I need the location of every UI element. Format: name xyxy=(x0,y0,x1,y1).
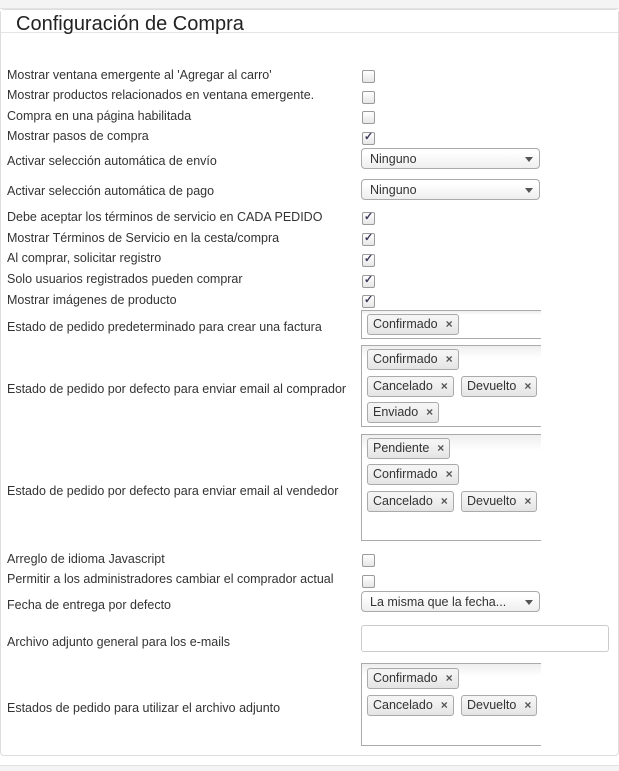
tag-attachment-0 xyxy=(367,668,459,689)
tag-email-buyer-3 xyxy=(367,402,439,423)
chevron-down-icon xyxy=(525,157,533,162)
top-bar xyxy=(0,0,619,9)
multiselect-email-buyer-status[interactable] xyxy=(361,345,541,427)
label-product-images: Mostrar imágenes de producto xyxy=(7,293,177,307)
multiselect-invoice-status[interactable] xyxy=(361,310,541,339)
label-js-lang-fix: Arreglo de idioma Javascript xyxy=(7,552,165,566)
tag-label: Confirmado xyxy=(373,467,438,481)
checkbox-ask-register[interactable] xyxy=(362,254,375,267)
label-admin-change-buyer: Permitir a los administradores cambiar el comprador actual xyxy=(7,572,334,586)
remove-icon[interactable]: × xyxy=(437,441,445,455)
remove-icon[interactable]: × xyxy=(440,698,448,712)
tag-label: Devuelto xyxy=(467,494,517,508)
tag-email-buyer-1 xyxy=(367,376,454,397)
tag-email-vendor-3 xyxy=(461,491,537,512)
remove-icon[interactable]: × xyxy=(445,317,453,331)
checkmark-icon: ✓ xyxy=(364,253,374,265)
checkmark-icon: ✓ xyxy=(364,232,374,244)
select-delivery-date[interactable] xyxy=(361,591,540,612)
select-auto-payment[interactable] xyxy=(361,179,540,200)
checkbox-js-lang-fix[interactable] xyxy=(362,554,375,567)
tag-label: Pendiente xyxy=(373,441,430,455)
checkbox-tos-every-order[interactable] xyxy=(362,212,375,225)
tag-label: Cancelado xyxy=(373,494,433,508)
chevron-down-icon xyxy=(525,188,533,193)
checkmark-icon: ✓ xyxy=(364,131,374,143)
remove-icon[interactable]: × xyxy=(445,467,453,481)
label-auto-shipment: Activar selección automática de envío xyxy=(7,154,217,168)
label-invoice-status: Estado de pedido predeterminado para crear una factura xyxy=(7,320,322,334)
page-title: Configuración de Compra xyxy=(16,13,244,35)
label-related-products: Mostrar productos relacionados en ventana emergente. xyxy=(7,88,315,102)
checkbox-one-page[interactable] xyxy=(362,111,375,124)
remove-icon[interactable]: × xyxy=(426,405,434,419)
remove-icon[interactable]: × xyxy=(445,352,453,366)
tag-label: Confirmado xyxy=(373,352,438,366)
checkbox-tos-in-cart[interactable] xyxy=(362,233,375,246)
label-attachment-status: Estados de pedido para utilizar el archivo adjunto xyxy=(7,701,281,715)
checkbox-only-registered[interactable] xyxy=(362,275,375,288)
label-delivery-date: Fecha de entrega por defecto xyxy=(7,598,172,612)
remove-icon[interactable]: × xyxy=(440,379,448,393)
label-one-page: Compra en una página habilitada xyxy=(7,109,192,123)
label-popup-add-cart: Mostrar ventana emergente al 'Agregar al carro' xyxy=(7,68,272,82)
checkbox-admin-change-buyer[interactable] xyxy=(362,575,375,588)
checkbox-popup-add-cart[interactable] xyxy=(362,70,375,83)
tag-label: Devuelto xyxy=(467,698,517,712)
checkmark-icon: ✓ xyxy=(364,211,374,223)
tag-email-vendor-1 xyxy=(367,464,459,485)
checkbox-product-images[interactable] xyxy=(362,295,375,308)
tag-label: Confirmado xyxy=(373,317,438,331)
label-email-buyer-status: Estado de pedido por defecto para enviar email al comprador xyxy=(7,382,347,396)
select-auto-shipment[interactable] xyxy=(361,148,540,169)
tag-attachment-1 xyxy=(367,695,454,716)
remove-icon[interactable]: × xyxy=(524,494,532,508)
multiselect-email-vendor-status[interactable] xyxy=(361,434,541,541)
email-attachment-input[interactable] xyxy=(361,625,609,652)
multiselect-attachment-status[interactable] xyxy=(361,663,541,746)
select-delivery-date-value: La misma que la fecha... xyxy=(370,595,507,609)
checkbox-related-products[interactable] xyxy=(362,91,375,104)
label-tos-in-cart: Mostrar Términos de Servicio en la cesta/compra xyxy=(7,231,280,245)
label-auto-payment: Activar selección automática de pago xyxy=(7,184,215,198)
checkmark-icon: ✓ xyxy=(364,274,374,286)
label-email-attachment: Archivo adjunto general para los e-mails xyxy=(7,635,231,649)
label-email-vendor-status: Estado de pedido por defecto para enviar email al vendedor xyxy=(7,484,339,498)
tag-email-vendor-0 xyxy=(367,438,450,459)
tag-email-buyer-2 xyxy=(461,376,537,397)
select-auto-shipment-value: Ninguno xyxy=(370,152,417,166)
tag-email-vendor-2 xyxy=(367,491,454,512)
label-show-steps: Mostrar pasos de compra xyxy=(7,129,149,143)
label-only-registered: Solo usuarios registrados pueden comprar xyxy=(7,272,243,286)
tag-attachment-2 xyxy=(461,695,537,716)
tag-label: Cancelado xyxy=(373,379,433,393)
tag-label: Enviado xyxy=(373,405,419,419)
remove-icon[interactable]: × xyxy=(524,698,532,712)
chevron-down-icon xyxy=(525,600,533,605)
tag-label: Devuelto xyxy=(467,379,517,393)
label-tos-every-order: Debe aceptar los términos de servicio en CADA PEDIDO xyxy=(7,210,323,224)
remove-icon[interactable]: × xyxy=(524,379,532,393)
remove-icon[interactable]: × xyxy=(445,671,453,685)
tag-invoice-0 xyxy=(367,314,459,335)
label-ask-register: Al comprar, solicitar registro xyxy=(7,251,162,265)
remove-icon[interactable]: × xyxy=(440,494,448,508)
select-auto-payment-value: Ninguno xyxy=(370,183,417,197)
checkbox-show-steps[interactable] xyxy=(362,132,375,145)
tag-email-buyer-0 xyxy=(367,349,459,370)
tag-label: Cancelado xyxy=(373,698,433,712)
tag-label: Confirmado xyxy=(373,671,438,685)
bottom-bar xyxy=(0,765,619,771)
panel-header xyxy=(1,10,618,33)
checkmark-icon: ✓ xyxy=(364,294,374,306)
